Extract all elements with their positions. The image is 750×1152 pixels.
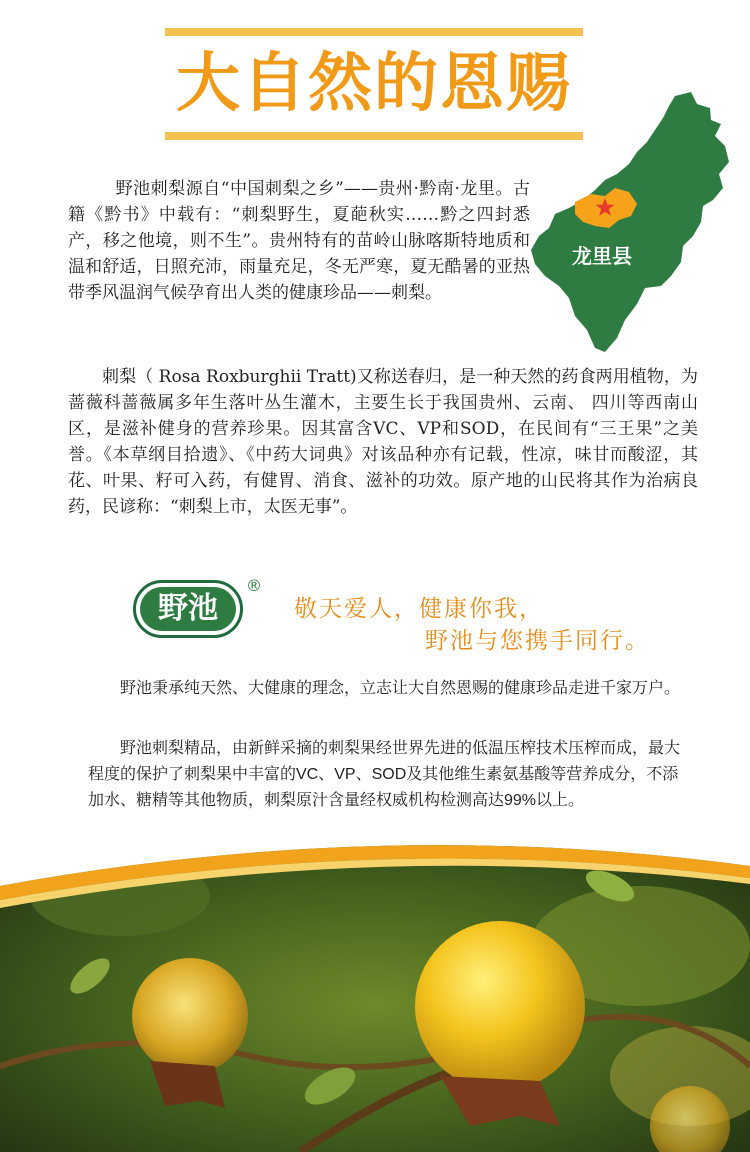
brand-logo [133, 580, 243, 638]
intro-paragraph-1: 野池刺梨源自“中国刺梨之乡”——贵州·黔南·龙里。古籍《黔书》中载有：“刺梨野生，夏葩秋实……黔之四封悉产，移之他境，则不生”。贵州特有的苗岭山脉喀斯特地质和温和舒适，日照充沛，雨量充足，冬无严寒，夏无酷暑的亚热带季风温润气候孕育出人类的健康珍品——刺梨。 [68, 179, 530, 303]
title-banner [165, 28, 583, 140]
slogan-line-2: 野池与您携手同行。 [425, 628, 650, 654]
slogan-line-1: 敬天爱人，健康你我， [294, 596, 544, 622]
small-fruit [132, 958, 248, 1074]
title-bottom-bar [165, 132, 583, 140]
intro-paragraph-2: 刺梨（ Rosa Roxburghii Tratt)又称送春归，是一种天然的药食两用植物，为蔷薇科蔷薇属多年生落叶丛生灌木，主要生长于我国贵州、云南、 四川等西南山区，是滋补健身的营养珍果。因其富含VC、VP和SOD，在民间有“三王果”之美誉。《本草纲目拾遗》、《中药大词典》对该品种亦有记载，性凉，味甘而酸涩，其花、叶果、籽可入药，有健胃、消食、滋补的功效。原产地的山民将其作为治病良药，民谚称：“刺梨上市，太医无事”。 [68, 367, 698, 517]
body-paragraph-1: 野池秉承纯天然、大健康的理念，立志让大自然恩赐的健康珍品走进千家万户。 [120, 680, 681, 697]
rosa-roxburghii-photo [0, 826, 750, 1152]
page-title: 大自然的恩赐 [176, 47, 572, 121]
county-label: 龙里县 [572, 244, 632, 268]
registered-mark: ® [246, 576, 262, 595]
guizhou-province-shape [531, 92, 729, 352]
brand-logo-text: 野池 [140, 587, 236, 631]
guizhou-map [525, 90, 745, 360]
title-top-bar [165, 28, 583, 36]
large-fruit [415, 921, 585, 1091]
body-paragraph-2: 野池刺梨精品，由新鲜采摘的刺梨果经世界先进的低温压榨技术压榨而成，最大程度的保护了刺梨果中丰富的VC、VP、SOD及其他维生素氨基酸等营养成分，不添加水、糖精等其他物质，刺梨原汁含量经权威机构检测高达99%以上。 [88, 740, 681, 809]
